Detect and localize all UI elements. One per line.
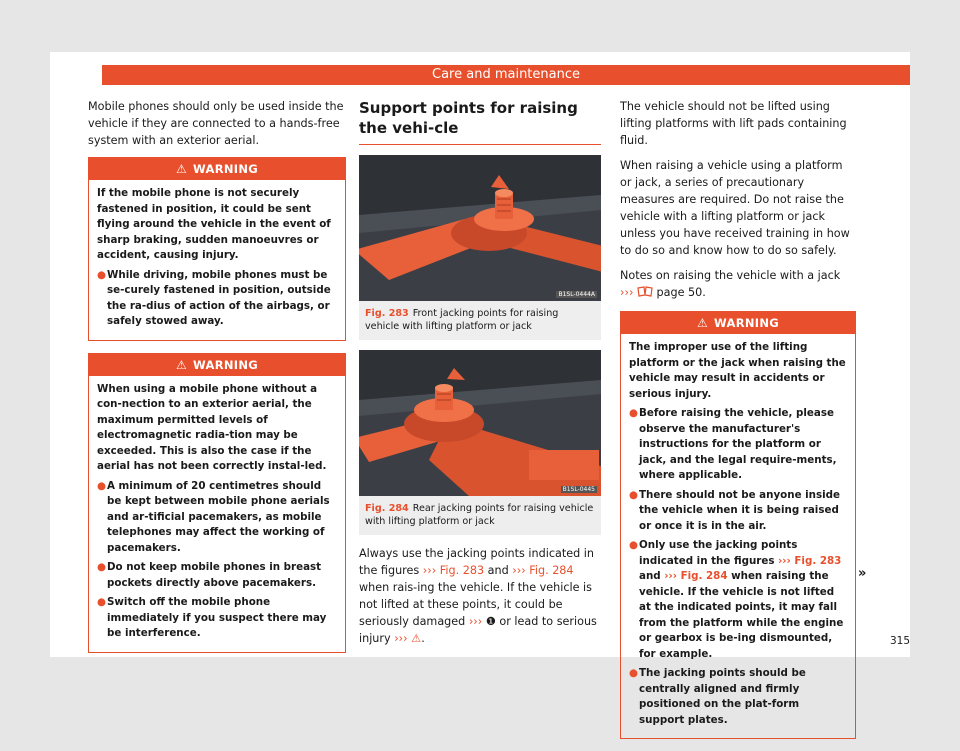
figure-link[interactable]: Fig. 284	[529, 564, 574, 577]
figure-number: Fig. 284	[365, 503, 409, 514]
column-middle	[359, 98, 601, 655]
warning-box-2	[88, 353, 346, 653]
warning-bullet: ● A minimum of 20 centimetres should be kept between mobile phone aerials and ar-tificial pacemakers, as mobile telephones may affect the working of pacemakers.	[97, 479, 337, 557]
warning-box-1	[88, 157, 346, 341]
warning-text: When using a mobile phone without a con-nection to an exterior aerial, the maximum permitted levels of electromagnetic radia-tion may be exceeded. This is also the case if the aerial has not been correctly instal-led.	[97, 382, 327, 472]
warning-label: WARNING	[193, 357, 259, 372]
warning-text: The improper use of the lifting platform or the jack when raising the vehicle may result in accidents or serious injury.	[629, 341, 846, 400]
warning-triangle-icon: ⚠	[411, 632, 422, 645]
figure-284-image	[359, 350, 601, 496]
bullet-icon: ●	[629, 539, 638, 551]
bullet-icon: ●	[97, 479, 106, 492]
warning-triangle-icon: ⚠	[696, 316, 709, 330]
paragraph-precautions: When raising a vehicle using a platform or jack, a series of precautionary measures are required. Do not raise the vehicle with a lifting platform or jack unless you have received training in how to do so and know how to do so safely.	[620, 159, 850, 257]
figure-link[interactable]: Fig. 283	[439, 564, 485, 577]
continue-arrow-icon: »	[858, 566, 867, 581]
figure-283-caption: Fig. 283 Front jacking points for raising vehicle with lifting platform or jack	[359, 301, 601, 340]
warning-triangle-icon: ⚠	[175, 162, 188, 176]
column-left	[88, 98, 346, 665]
reference-arrow-icon: ›››	[468, 615, 483, 628]
figure-283-image	[359, 155, 601, 301]
front-jack-illustration	[359, 155, 601, 301]
bullet-icon: ●	[97, 561, 106, 573]
column-right	[620, 98, 856, 751]
figure-code: B1SL-0444A	[558, 291, 595, 298]
rear-jack-illustration	[359, 350, 601, 496]
reference-arrow-icon: ›››	[778, 554, 791, 567]
warning-triangle-icon: ⚠	[175, 357, 188, 372]
section-title: Support points for raising the vehi-cle	[359, 98, 601, 145]
figure-code: B1SL-0445	[562, 486, 595, 493]
figure-284-caption: Fig. 284 Rear jacking points for raising vehicle with lifting platform or jack	[359, 496, 601, 535]
warning-box-3	[620, 311, 856, 739]
figure-number: Fig. 283	[365, 308, 409, 319]
reference-arrow-icon: ›››	[394, 632, 408, 645]
bullet-icon: ●	[97, 596, 106, 608]
reference-arrow-icon: ›››	[512, 564, 526, 577]
figure-link[interactable]: Fig. 283	[794, 554, 842, 567]
warning-label: WARNING	[714, 316, 780, 330]
figure-link[interactable]: Fig. 284	[680, 570, 728, 582]
paragraph-lifting-pads: The vehicle should not be lifted using lifting platforms with lift pads containing fluid.	[620, 100, 847, 147]
warning-bullet: ● While driving, mobile phones must be se-curely fastened in position, outside the ra-dius of action of the airbags, or safely stowed away.	[97, 268, 337, 330]
manual-page	[50, 52, 910, 726]
reference-arrow-icon: ›››	[422, 564, 437, 577]
warning-bullet: ● Only use the jacking points indicated in the figures ››› Fig. 283 and ››› Fig. 284 when raising the vehicle. If the vehicle is not lifted at the indicated points, it may fall from the platform while the engine or gearbox is be-ing dismounted, for example.	[629, 538, 847, 662]
info-icon: ❶	[485, 615, 496, 628]
warning-bullet: ● Before raising the vehicle, please observe the manufacturer's instructions for the platform or jack, and the legal require-ments, where applicable.	[629, 406, 847, 484]
paragraph-jack-notes: Notes on raising the vehicle with a jack ››› page 50.	[620, 269, 841, 299]
reference-arrow-icon: ›››	[664, 570, 677, 582]
warning-bullet: ● The jacking points should be centrally aligned and firmly positioned on the plat-form support plates.	[629, 666, 847, 728]
warning-text: If the mobile phone is not securely fastened in position, it could be sent flying around the vehicle in the event of sharp braking, sudden manoeuvres or accident, causing injury.	[97, 187, 331, 261]
bullet-icon: ●	[97, 268, 106, 281]
book-icon	[637, 286, 657, 299]
chapter-header: Care and maintenance	[102, 65, 910, 85]
bullet-icon: ●	[629, 407, 638, 419]
page-number: 315	[889, 635, 910, 647]
bullet-icon: ●	[629, 488, 638, 501]
jacking-paragraph: Always use the jacking points indicated in the figures ››› Fig. 283 and ››› Fig. 284 when rais-ing the vehicle. If the vehicle is not lifted at these points, it could be seriously damaged ››› ❶ or lead to serious injury ››› ⚠.	[359, 547, 597, 645]
reference-arrow-icon: ›››	[620, 286, 634, 299]
warning-bullet: ● Do not keep mobile phones in breast pockets directly above pacemakers.	[97, 560, 337, 591]
warning-bullet: ● Switch off the mobile phone immediately if you suspect there may be interference.	[97, 595, 337, 642]
intro-paragraph: Mobile phones should only be used inside the vehicle if they are connected to a hands-free system with an exterior aerial.	[88, 100, 344, 147]
warning-bullet: ● There should not be anyone inside the vehicle when it is being raised or once it is in the air.	[629, 488, 847, 535]
page-link[interactable]: page 50.	[656, 286, 706, 299]
bullet-icon: ●	[629, 667, 638, 679]
warning-label: WARNING	[193, 162, 259, 176]
